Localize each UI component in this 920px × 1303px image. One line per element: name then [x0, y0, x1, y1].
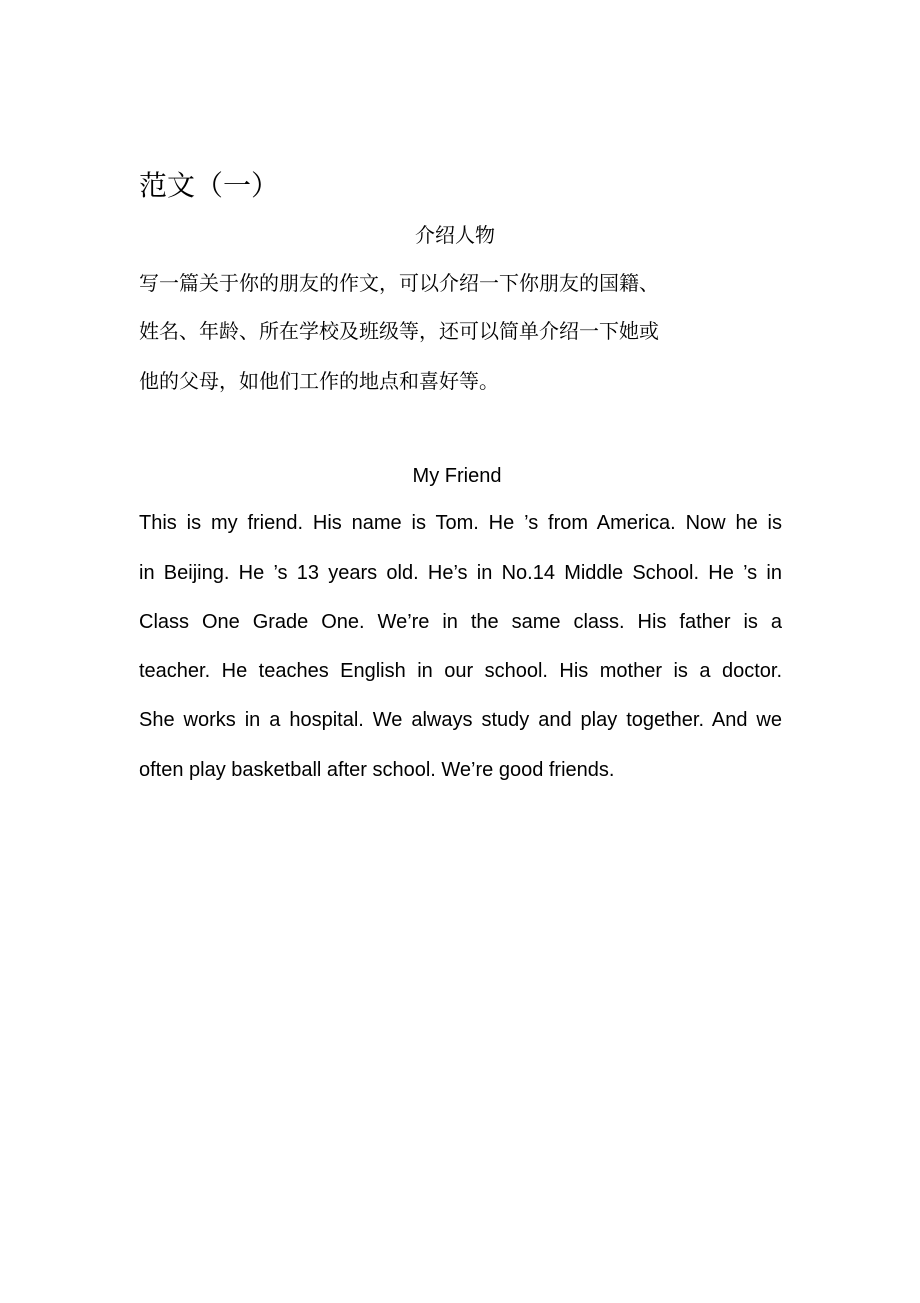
prompt-line: 写一篇关于你的朋友的作文，可以介绍一下你朋友的国籍、: [139, 271, 659, 295]
section-heading: 范文（一）: [139, 169, 280, 202]
prompt-line: 姓名、年龄、所在学校及班级等，还可以简单介绍一下她或: [139, 319, 659, 343]
essay-line: often play basketball after school. We’re good friends.: [139, 759, 615, 781]
essay-line: teacher. He teaches English in our school. His mother is a doctor.: [139, 660, 782, 682]
essay-line: Class One Grade One. We’re in the same class. His father is a: [139, 611, 782, 633]
essay-line: She works in a hospital. We always study and play together. And we: [139, 709, 782, 731]
essay-line: in Beijing. He ’s 13 years old. He’s in No.14 Middle School. He ’s in: [139, 562, 782, 584]
essay-line: This is my friend. His name is Tom. He ’s from America. Now he is: [139, 512, 782, 534]
essay-title: My Friend: [412, 465, 502, 487]
prompt-line: 他的父母，如他们工作的地点和喜好等。: [139, 369, 499, 393]
topic-subtitle: 介绍人物: [415, 223, 495, 247]
